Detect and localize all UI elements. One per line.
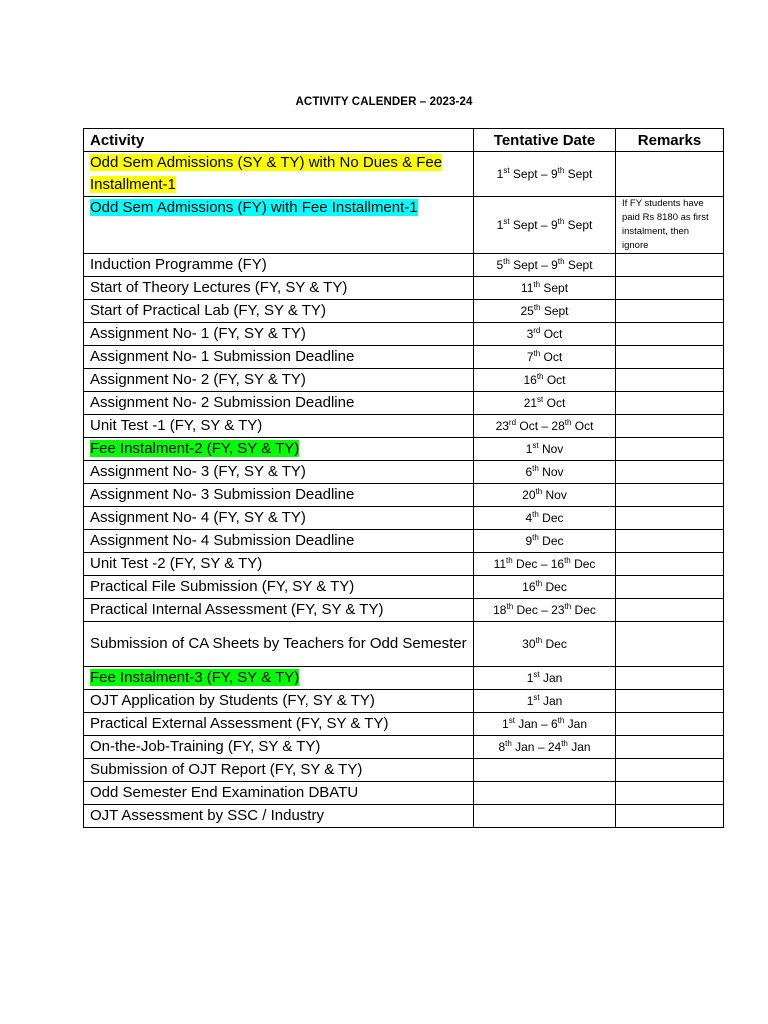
activity-cell <box>84 599 474 622</box>
tentative-date-cell: 25th Sept <box>474 300 616 323</box>
activity-label: Assignment No- 3 (FY, SY & TY) <box>90 463 306 480</box>
tentative-date-cell: 1st Jan – 6th Jan <box>474 713 616 736</box>
table-row <box>84 484 724 507</box>
table-row <box>84 415 724 438</box>
activity-label: Practical File Submission (FY, SY & TY) <box>90 578 355 595</box>
activity-label: Submission of OJT Report (FY, SY & TY) <box>90 761 363 778</box>
activity-cell <box>84 667 474 690</box>
remarks-cell <box>616 254 724 277</box>
remarks-cell <box>616 438 724 461</box>
table-row <box>84 553 724 576</box>
remarks-cell <box>616 759 724 782</box>
activity-label: Odd Semester End Examination DBATU <box>90 784 359 801</box>
remarks-cell <box>616 346 724 369</box>
activity-cell <box>84 782 474 805</box>
activity-label: Fee Instalment-3 (FY, SY & TY) <box>90 669 300 686</box>
remarks-cell <box>616 530 724 553</box>
activity-label: Assignment No- 3 Submission Deadline <box>90 486 355 503</box>
activity-label: Start of Theory Lectures (FY, SY & TY) <box>90 279 348 296</box>
activity-cell <box>84 392 474 415</box>
remarks-cell <box>616 323 724 346</box>
activity-cell <box>84 346 474 369</box>
remarks-cell <box>616 152 724 197</box>
activity-cell <box>84 576 474 599</box>
activity-label: Odd Sem Admissions (FY) with Fee Installment-1 <box>90 199 418 216</box>
table-row <box>84 277 724 300</box>
remarks-cell <box>616 599 724 622</box>
table-row <box>84 530 724 553</box>
tentative-date-cell <box>474 759 616 782</box>
remarks-cell <box>616 507 724 530</box>
table-row <box>84 300 724 323</box>
tentative-date-cell <box>474 782 616 805</box>
activity-label: Assignment No- 4 Submission Deadline <box>90 532 355 549</box>
tentative-date-cell: 18th Dec – 23th Dec <box>474 599 616 622</box>
activity-label: Assignment No- 1 Submission Deadline <box>90 348 355 365</box>
activity-label: Submission of CA Sheets by Teachers for Odd Semester <box>90 635 467 652</box>
tentative-date-cell: 23rd Oct – 28th Oct <box>474 415 616 438</box>
tentative-date-cell: 5th Sept – 9th Sept <box>474 254 616 277</box>
remarks-cell <box>616 690 724 713</box>
remarks-cell <box>616 277 724 300</box>
activity-cell <box>84 152 474 197</box>
table-row <box>84 759 724 782</box>
tentative-date-cell: 7th Oct <box>474 346 616 369</box>
activity-label: Practical Internal Assessment (FY, SY & TY) <box>90 601 384 618</box>
header-activity: Activity <box>84 129 474 152</box>
remarks-cell <box>616 484 724 507</box>
table-row <box>84 507 724 530</box>
remarks-cell <box>616 736 724 759</box>
activity-cell <box>84 713 474 736</box>
activity-cell <box>84 805 474 828</box>
remarks-cell <box>616 576 724 599</box>
remarks-cell <box>616 782 724 805</box>
activity-label: Assignment No- 2 Submission Deadline <box>90 394 355 411</box>
table-row <box>84 576 724 599</box>
tentative-date-cell: 1st Nov <box>474 438 616 461</box>
table-row <box>84 152 724 197</box>
remarks-cell <box>616 805 724 828</box>
activity-cell <box>84 530 474 553</box>
activity-label: Unit Test -1 (FY, SY & TY) <box>90 417 263 434</box>
table-row <box>84 736 724 759</box>
activity-cell <box>84 369 474 392</box>
table-row <box>84 599 724 622</box>
table-row <box>84 782 724 805</box>
remarks-cell <box>616 300 724 323</box>
tentative-date-cell: 16th Oct <box>474 369 616 392</box>
activity-cell <box>84 553 474 576</box>
activity-label: Unit Test -2 (FY, SY & TY) <box>90 555 263 572</box>
activity-cell <box>84 736 474 759</box>
page-title: ACTIVITY CALENDER – 2023-24 <box>295 96 473 108</box>
tentative-date-cell: 11th Sept <box>474 277 616 300</box>
tentative-date-cell: 4th Dec <box>474 507 616 530</box>
table-row <box>84 690 724 713</box>
tentative-date-cell: 3rd Oct <box>474 323 616 346</box>
table-row <box>84 254 724 277</box>
remarks-cell <box>616 713 724 736</box>
tentative-date-cell: 1st Sept – 9th Sept <box>474 197 616 254</box>
table-row <box>84 438 724 461</box>
tentative-date-cell: 6th Nov <box>474 461 616 484</box>
table-header-row <box>84 129 724 152</box>
activity-cell <box>84 323 474 346</box>
activity-cell <box>84 415 474 438</box>
activity-label: Fee Instalment-2 (FY, SY & TY) <box>90 440 300 457</box>
activity-calendar-table <box>83 128 724 828</box>
table-row <box>84 197 724 254</box>
tentative-date-cell: 21st Oct <box>474 392 616 415</box>
table-row <box>84 667 724 690</box>
activity-cell <box>84 759 474 782</box>
table-row <box>84 461 724 484</box>
activity-label: Induction Programme (FY) <box>90 256 267 273</box>
tentative-date-cell: 1st Jan <box>474 690 616 713</box>
activity-label: Assignment No- 4 (FY, SY & TY) <box>90 509 306 526</box>
header-remarks: Remarks <box>616 129 724 152</box>
remarks-cell <box>616 369 724 392</box>
tentative-date-cell: 30th Dec <box>474 622 616 667</box>
activity-cell <box>84 438 474 461</box>
activity-cell <box>84 461 474 484</box>
tentative-date-cell: 8th Jan – 24th Jan <box>474 736 616 759</box>
remarks-cell <box>616 415 724 438</box>
table-row <box>84 622 724 667</box>
tentative-date-cell: 9th Dec <box>474 530 616 553</box>
table-row <box>84 346 724 369</box>
table-row <box>84 323 724 346</box>
activity-label: OJT Application by Students (FY, SY & TY) <box>90 692 375 709</box>
remarks-cell <box>616 622 724 667</box>
tentative-date-cell: 11th Dec – 16th Dec <box>474 553 616 576</box>
activity-label: On-the-Job-Training (FY, SY & TY) <box>90 738 321 755</box>
table-row <box>84 805 724 828</box>
activity-label: Start of Practical Lab (FY, SY & TY) <box>90 302 326 319</box>
remarks-cell: If FY students have paid Rs 8180 as first instalment, then ignore <box>616 197 724 254</box>
activity-cell <box>84 484 474 507</box>
activity-cell <box>84 197 474 254</box>
tentative-date-cell: 1st Jan <box>474 667 616 690</box>
activity-label: Assignment No- 1 (FY, SY & TY) <box>90 325 306 342</box>
activity-cell <box>84 622 474 667</box>
tentative-date-cell: 1st Sept – 9th Sept <box>474 152 616 197</box>
table-row <box>84 392 724 415</box>
remarks-cell <box>616 553 724 576</box>
activity-cell <box>84 690 474 713</box>
header-tentative-date: Tentative Date <box>474 129 616 152</box>
remarks-cell <box>616 461 724 484</box>
tentative-date-cell: 16th Dec <box>474 576 616 599</box>
activity-label: Assignment No- 2 (FY, SY & TY) <box>90 371 306 388</box>
activity-cell <box>84 300 474 323</box>
activity-label: Odd Sem Admissions (SY & TY) with No Dues & Fee Installment-1 <box>90 154 443 193</box>
activity-cell <box>84 254 474 277</box>
activity-cell <box>84 507 474 530</box>
tentative-date-cell <box>474 805 616 828</box>
activity-label: OJT Assessment by SSC / Industry <box>90 807 324 824</box>
remarks-cell <box>616 667 724 690</box>
table-row <box>84 713 724 736</box>
tentative-date-cell: 20th Nov <box>474 484 616 507</box>
table-row <box>84 369 724 392</box>
remarks-cell <box>616 392 724 415</box>
activity-cell <box>84 277 474 300</box>
activity-label: Practical External Assessment (FY, SY & TY) <box>90 715 389 732</box>
